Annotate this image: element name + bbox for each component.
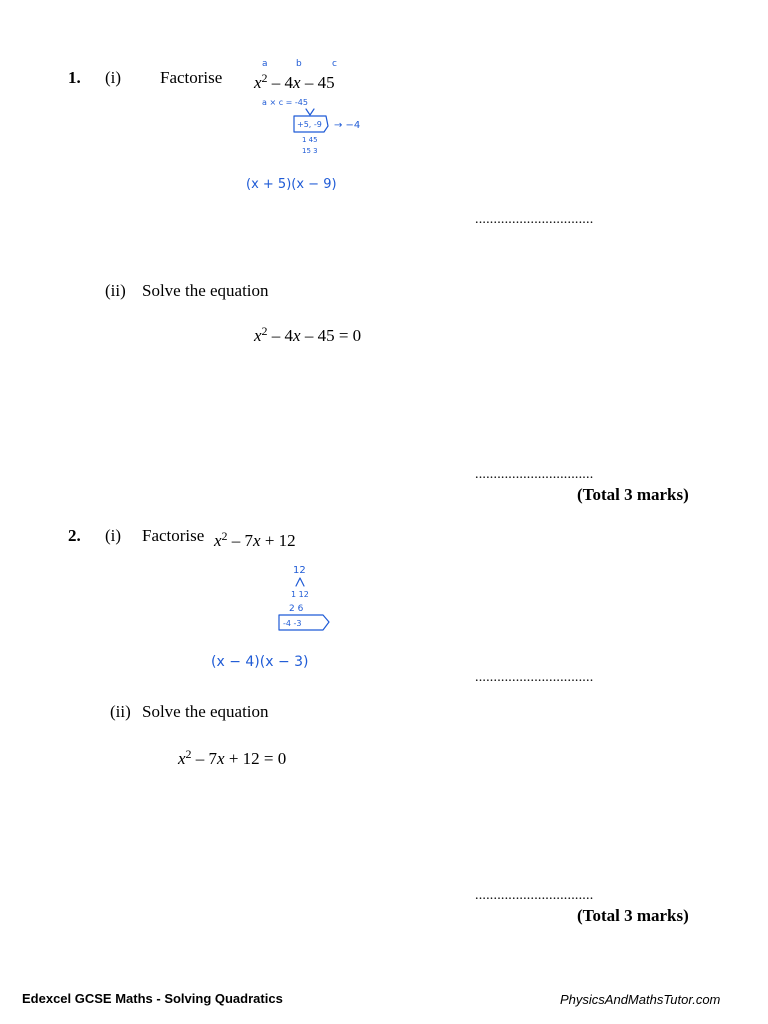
q1-part-ii-label: (ii) — [105, 281, 126, 300]
q2-handwritten-working — [205, 560, 355, 675]
q1-hw-answer: (x + 5)(x − 9) — [246, 177, 337, 192]
q1-part-ii-prompt: Solve the equation — [142, 281, 269, 300]
q1-part-i-label: (i) — [105, 68, 122, 87]
q2-part-ii-prompt: Solve the equation — [142, 702, 269, 721]
q1-answer-line-ii: ................................ — [475, 467, 594, 482]
q2-number: 2. — [68, 526, 81, 545]
q2-answer-line-i: ................................ — [475, 670, 594, 685]
q2-part-ii-label: (ii) — [110, 702, 131, 721]
q2-part-i-expression: $x^2 - 7x + 12$ — [214, 529, 296, 550]
q1-total-marks: (Total 3 marks) — [577, 485, 689, 504]
q1-hw-coef-a: a — [262, 59, 268, 69]
q1-number: 1. — [68, 68, 81, 87]
q1-answer-line-i: ................................ — [475, 212, 594, 227]
q2-total-marks: (Total 3 marks) — [577, 906, 689, 925]
q2-hw-row1: 1 12 — [291, 590, 309, 599]
q1-hw-row2: 15 3 — [302, 147, 318, 155]
footer-title: Edexcel GCSE Maths - Solving Quadratics — [22, 991, 283, 1006]
q1-hw-coef-b: b — [296, 59, 302, 69]
q2-part-i-label: (i) — [105, 526, 122, 545]
q1-hw-row1: 1 45 — [302, 136, 318, 144]
q2-hw-factor-box: -4 -3 — [283, 619, 302, 628]
q1-hw-product: a × c = -45 — [262, 98, 308, 107]
q2-hw-tree-lines — [296, 578, 304, 586]
q2-hw-answer: (x − 4)(x − 3) — [211, 654, 309, 670]
q2-answer-line-ii: ................................ — [475, 888, 594, 903]
q1-hw-tree-lines — [306, 109, 314, 115]
q1-part-i-expression: $x^2 - 4x - 45$ — [254, 71, 335, 92]
q2-part-i-prompt: Factorise — [142, 526, 205, 545]
q1-part-ii-equation: $x^2 - 4x - 45 = 0$ — [254, 324, 362, 345]
q2-hw-row2: 2 6 — [289, 604, 304, 614]
q1-hw-coef-c: c — [332, 59, 337, 69]
q1-part-i-prompt: Factorise — [160, 68, 223, 87]
q2-hw-top: 12 — [293, 565, 306, 576]
footer-website: PhysicsAndMathsTutor.com — [560, 992, 721, 1007]
q1-hw-factor-box: +5, -9 — [297, 120, 322, 129]
q1-handwritten-working — [240, 56, 400, 206]
q1-hw-arrow-result: → −4 — [334, 120, 361, 131]
q2-part-ii-equation: $x^2 - 7x + 12 = 0$ — [178, 747, 287, 768]
